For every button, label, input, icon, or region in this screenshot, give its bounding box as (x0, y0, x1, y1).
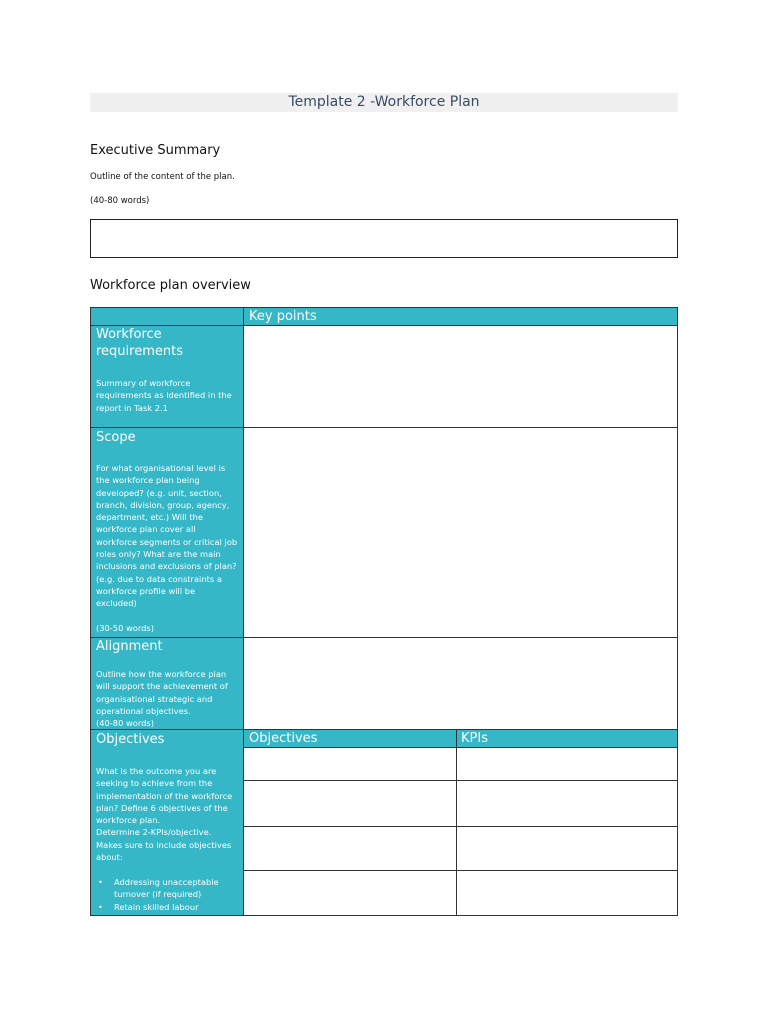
kpi-cell-4[interactable] (457, 871, 677, 915)
table-divider (243, 826, 678, 827)
table-divider (243, 307, 244, 916)
kpi-cell-2[interactable] (457, 781, 677, 826)
executive-summary-outline: Outline of the content of the plan. (90, 172, 235, 182)
table-divider (243, 747, 678, 748)
table-divider (243, 870, 678, 871)
kpis-column-header (457, 730, 677, 747)
objective-cell-4[interactable] (244, 871, 456, 915)
kpi-cell-1[interactable] (457, 748, 677, 780)
row-title-alignment: Alignment (96, 639, 163, 654)
kpis-column-label: KPIs (461, 731, 488, 746)
objectives-column-label: Objectives (249, 731, 318, 746)
key-points-header: Key points (249, 309, 317, 324)
key-points-cell-workforce-requirements[interactable] (244, 326, 677, 427)
key-points-cell-scope[interactable] (244, 428, 677, 637)
executive-summary-heading: Executive Summary (90, 143, 221, 158)
executive-summary-input-box[interactable] (90, 219, 678, 258)
table-divider (456, 730, 457, 916)
header-corner-cell (91, 308, 243, 325)
objective-cell-2[interactable] (244, 781, 456, 826)
executive-summary-word-count: (40-80 words) (90, 196, 150, 206)
table-divider (90, 427, 678, 428)
row-text-objectives: What is the outcome you are seeking to achieve from the implementation of the workforce plan? Define 6 objectives of the workforce plan. Determine 2-KPIs/objective. Makes sure to include objectives about: (96, 766, 233, 863)
objectives-bullet-list (96, 876, 240, 913)
key-points-cell-alignment[interactable] (244, 638, 677, 729)
bullet-item: • Retain skilled labour (96, 901, 240, 913)
objective-cell-3[interactable] (244, 827, 456, 870)
objective-cell-1[interactable] (244, 748, 456, 780)
overview-heading: Workforce plan overview (90, 278, 251, 293)
row-text-workforce-requirements: Summary of workforce requirements as identified in the report in Task 2.1 (96, 378, 232, 413)
document-title: Template 2 -Workforce Plan (90, 93, 678, 112)
row-title-objectives: Objectives (96, 732, 165, 747)
row-title-workforce-requirements: Workforce requirements (96, 327, 183, 359)
row-text-alignment: Outline how the workforce plan will support the achievement of organisational strategic and operational objectives. (40-80 words) (96, 669, 228, 729)
row-text-scope: For what organisational level is the workforce plan being developed? (e.g. unit, section, branch, division, group, agency, department, etc.) Will the workforce plan cover all workforce segments or critical job roles only? What are the main inclusions and exclusions of plan? (e.g. due to data constraints a workforce profile will be excluded) (30-50 words) (96, 463, 238, 633)
bullet-item: • Addressing unacceptable turnover (if required) (96, 876, 240, 901)
table-divider (243, 780, 678, 781)
table-divider (90, 637, 678, 638)
row-title-scope: Scope (96, 430, 136, 445)
kpi-cell-3[interactable] (457, 827, 677, 870)
